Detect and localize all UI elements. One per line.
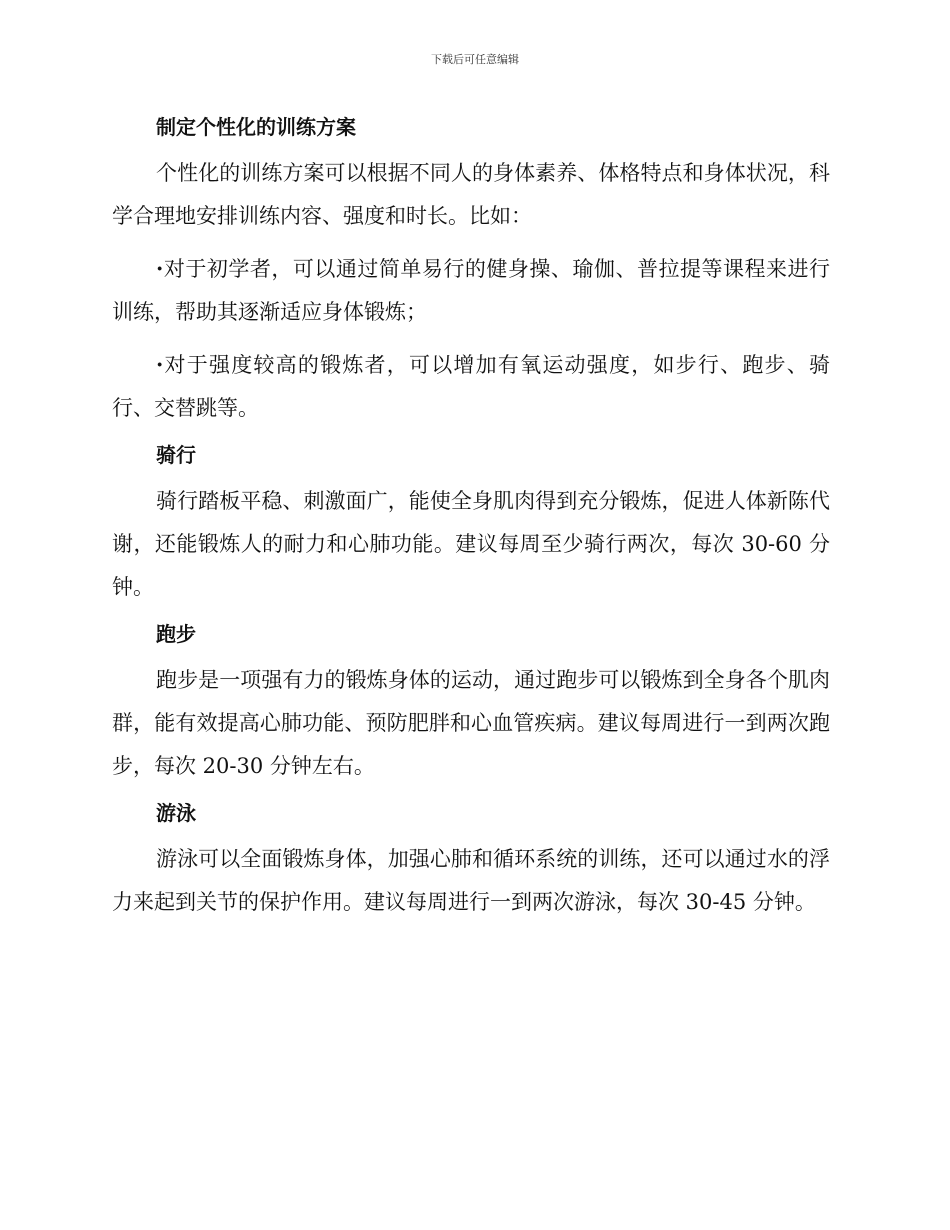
paragraph-plan-intro: 个性化的训练方案可以根据不同人的身体素养、体格特点和身体状况，科学合理地安排训练内容、强度和时长。比如：	[112, 161, 830, 228]
paragraph-running: 跑步是一项强有力的锻炼身体的运动，通过跑步可以锻炼到全身各个肌肉群，能有效提高心肺功能、预防肥胖和心血管疾病。建议每周进行一到两次跑步，每次 20-30 分钟左右。	[112, 668, 830, 778]
section-heading-running: 跑步	[156, 622, 196, 646]
bullet-item-beginners	[112, 247, 830, 334]
paragraph-cycling: 骑行踏板平稳、刺激面广，能使全身肌肉得到充分锻炼，促进人体新陈代谢，还能锻炼人的耐力和心肺功能。建议每周至少骑行两次，每次 30-60 分钟。	[112, 489, 830, 599]
document-body	[112, 111, 830, 933]
section-heading-swimming: 游泳	[156, 801, 196, 825]
bullet-text-beginners: 对于初学者，可以通过简单易行的健身操、瑜伽、普拉提等课程来进行训练，帮助其逐渐适应身体锻炼；	[112, 257, 830, 324]
paragraph-swimming: 游泳可以全面锻炼身体，加强心肺和循环系统的训练，还可以通过水的浮力来起到关节的保护作用。建议每周进行一到两次游泳，每次 30-45 分钟。	[112, 847, 830, 914]
bullet-item-advanced	[112, 343, 830, 430]
section-heading-plan: 制定个性化的训练方案	[156, 115, 356, 139]
bullet-mark: ·	[156, 256, 164, 281]
bullet-mark: ·	[156, 352, 164, 377]
page-header: 下载后可任意编辑	[431, 53, 519, 66]
bullet-text-advanced: 对于强度较高的锻炼者，可以增加有氧运动强度，如步行、跑步、骑行、交替跳等。	[112, 353, 830, 420]
section-heading-cycling: 骑行	[156, 443, 196, 467]
